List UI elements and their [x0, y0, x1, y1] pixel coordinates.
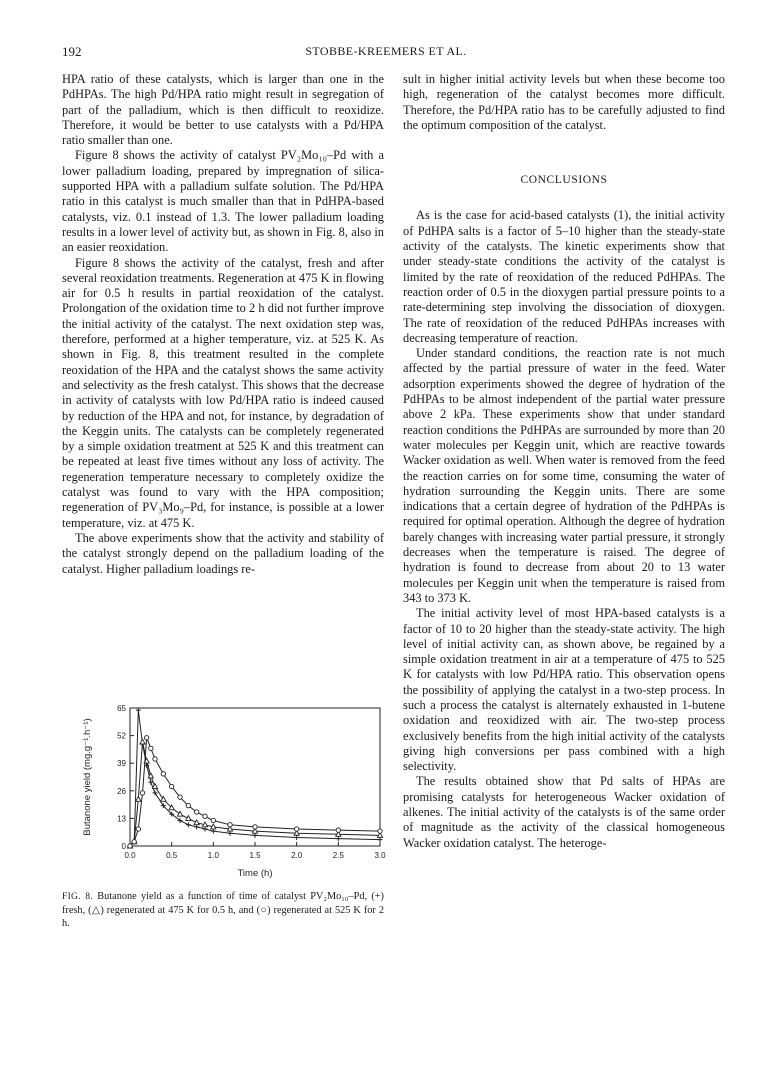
y-tick-label: 39	[117, 759, 126, 769]
paragraph: The results obtained show that Pd salts of HPAs are promising catalysts for heterogeneous Wacker oxidation of alkenes. The initial activity of the catalysts is of the same order of magnitude as the activity of the classical homogeneous Wacker oxidation catalyst. The heteroge-	[403, 774, 725, 850]
paragraph: Figure 8 shows the activity of the catalyst, fresh and after several reoxidation treatments. Regeneration at 475 K in flowing air for 0.5 h results in partial reoxidation of the catalyst. Prolongation of the oxidation time to 2 h did not further improve the initial activity of the catalyst. The next oxidation step was, therefore, performed at a higher temperature, viz. at 525 K. As shown in Fig. 8, this treatment resulted in the complete reoxidation of the HPA and the catalyst shows the same activity and selectivity as the fresh catalyst. This shows that the decrease in activity of catalysts with low Pd/HPA ratio is indeed caused by reduction of the HPA and not, for instance, by degradation of the Keggin units. The catalysts can be completely regenerated by a simple oxidation treatment at 525 K and this treatment can be repeated at least five times without any loss of activity. The regeneration temperature necessary to completely oxidize the catalyst was found to vary with the HPA composition; regeneration of PV₃Mo₉–Pd, for instance, is possible at a lower temperature, viz. at 475 K.	[62, 255, 384, 530]
data-point	[140, 791, 144, 795]
data-point	[136, 827, 140, 831]
series-triangle	[127, 739, 382, 848]
x-tick-label: 0.0	[124, 851, 136, 860]
data-point	[203, 814, 207, 818]
right-column	[403, 72, 725, 851]
data-point	[149, 746, 153, 750]
data-point	[194, 810, 198, 814]
x-tick-label: 1.0	[207, 851, 219, 860]
x-axis-label: Time (h)	[237, 868, 273, 879]
x-tick-label: 1.5	[249, 851, 261, 860]
y-tick-label: 65	[117, 704, 126, 713]
data-point	[336, 828, 340, 832]
y-tick-label: 0	[121, 842, 126, 851]
y-axis-ticks	[117, 704, 134, 851]
y-tick-label: 26	[117, 786, 126, 796]
paragraph: HPA ratio of these catalysts, which is larger than one in the PdHPAs. The high Pd/HPA ratio might result in segregation of part of the palladium, which is then difficult to reoxidize. Therefore, it would be better to use catalysts with a Pd/HPA ratio smaller than one.	[62, 72, 384, 148]
running-head: STOBBE-KREEMERS ET AL.	[305, 44, 467, 58]
paragraph: The initial activity level of most HPA-based catalysts is a factor of 10 to 20 higher than the steady-state activity. The high level of initial activity can, as shown above, be regained by a simple oxidation treatment in air at a temperature of 475 to 525 K for catalysts with low Pd/HPA ratio. This observation opens the possibility of applying the catalyst in a two-step process. In such a process the catalyst is alternately exhausted in 1-butene oxidation and reoxidized with air. The two-step process exclusively benefits from the high initial activity of the catalysts giving high conversions per pass combined with a high selectivity.	[403, 606, 725, 774]
caption-text: Butanone yield as a function of time of catalyst PV₂Mo₁₀–Pd, (+) fresh, (△) regenerated at 475 K for 0.5 h, and (○) regenerated at 525 K for 2 h.	[62, 891, 384, 929]
data-point	[211, 829, 216, 834]
data-point	[152, 784, 157, 789]
data-point	[153, 790, 158, 795]
data-point	[128, 844, 132, 848]
data-point	[203, 827, 208, 832]
data-point	[144, 736, 148, 740]
data-point	[169, 784, 173, 788]
x-tick-label: 3.0	[374, 851, 386, 860]
page-number: 192	[62, 44, 82, 59]
data-point	[186, 803, 190, 807]
paragraph: Under standard conditions, the reaction rate is not much affected by the partial pressure of water in the feed. Water adsorption experiments showed the degree of hydration of the PdHPAs to be almost independent of the partial water pressure above 2 kPa. These experiments show that under standard reaction conditions the PdHPAs are surrounded by more than 20 water molecules per Keggin unit, which are reactive towards Wacker oxidation as well. When water is removed from the feed the reaction carries on for some time, consuming the water of hydration surrounding the Keggin units. There are some indications that a certain degree of hydration of the PdHPAs is required for optimal operation. Although the degree of hydration barely changes with increasing water partial pressure, it strongly decreases when the temperature is raised. The degree of hydration is found to decrease from about 20 to 13 water molecules per Keggin unit when the temperature is raised from 343 to 373 K.	[403, 346, 725, 605]
data-point	[378, 829, 382, 833]
caption-label: FIG. 8.	[62, 892, 93, 902]
data-point	[153, 757, 157, 761]
data-point	[378, 837, 383, 842]
data-point	[211, 818, 215, 822]
x-tick-label: 2.0	[291, 851, 303, 860]
paragraph: Figure 8 shows the activity of catalyst PV₂Mo₁₀–Pd with a lower palladium loading, prepared by impregnation of silica-supported HPA with a palladium sulfate solution. The Pd/HPA ratio in this catalyst is much smaller than that in PdHPA-based catalysts, viz. 0.1 instead of 1.3. The lower palladium loading results in a lower level of activity but, as shown in Fig. 8, also in an easier reoxidation.	[62, 148, 384, 255]
data-point	[132, 840, 136, 844]
data-point	[228, 831, 233, 836]
page-header	[62, 44, 710, 64]
y-tick-label: 52	[117, 731, 126, 741]
data-point	[161, 772, 165, 776]
y-axis-label: Butanone yield (mg.g⁻¹.h⁻¹)	[82, 718, 93, 836]
data-point	[294, 827, 298, 831]
section-heading-conclusions: CONCLUSIONS	[520, 174, 608, 187]
y-tick-label: 13	[117, 814, 126, 824]
x-axis-ticks	[121, 842, 386, 860]
data-point	[294, 835, 299, 840]
data-point	[253, 833, 258, 838]
figure-8	[62, 700, 386, 879]
data-point	[228, 823, 232, 827]
data-point	[194, 820, 199, 825]
left-column	[62, 72, 384, 577]
data-point	[194, 824, 199, 829]
data-point	[186, 822, 191, 827]
x-tick-label: 0.5	[166, 851, 178, 860]
series-layer	[127, 708, 382, 849]
data-point	[178, 795, 182, 799]
paragraph: The above experiments show that the activity and stability of the catalyst strongly depend on the palladium loading of the catalyst. Higher palladium loadings re-	[62, 530, 384, 576]
data-point	[253, 825, 257, 829]
paragraph: sult in higher initial activity levels but when these become too high, regeneration of the catalyst becomes more difficult. Therefore, the Pd/HPA ratio has to be carefully adjusted to find the optimum composition of the catalyst.	[403, 72, 725, 132]
figure-caption	[62, 890, 384, 930]
data-point	[336, 836, 341, 841]
butanone-yield-chart	[62, 700, 384, 880]
paragraph: As is the case for acid-based catalysts (1), the initial activity of PdHPA salts is a factor of 5–10 higher than the steady-state activity of the catalysts. The kinetic experiments show that under steady-state conditions the activity of the catalyst is limited by the rate of reoxidation of the reduced PdHPAs. The reaction order of 0.5 in the dioxygen partial pressure points to a rate-determining step involving the dissociation of dioxygen. The rate of reoxidation of the reduced PdHPAs increases with decreasing temperature of reaction.	[403, 208, 725, 345]
x-tick-label: 2.5	[332, 851, 344, 860]
data-point	[177, 811, 182, 816]
data-point	[140, 739, 145, 744]
data-point	[136, 796, 141, 801]
